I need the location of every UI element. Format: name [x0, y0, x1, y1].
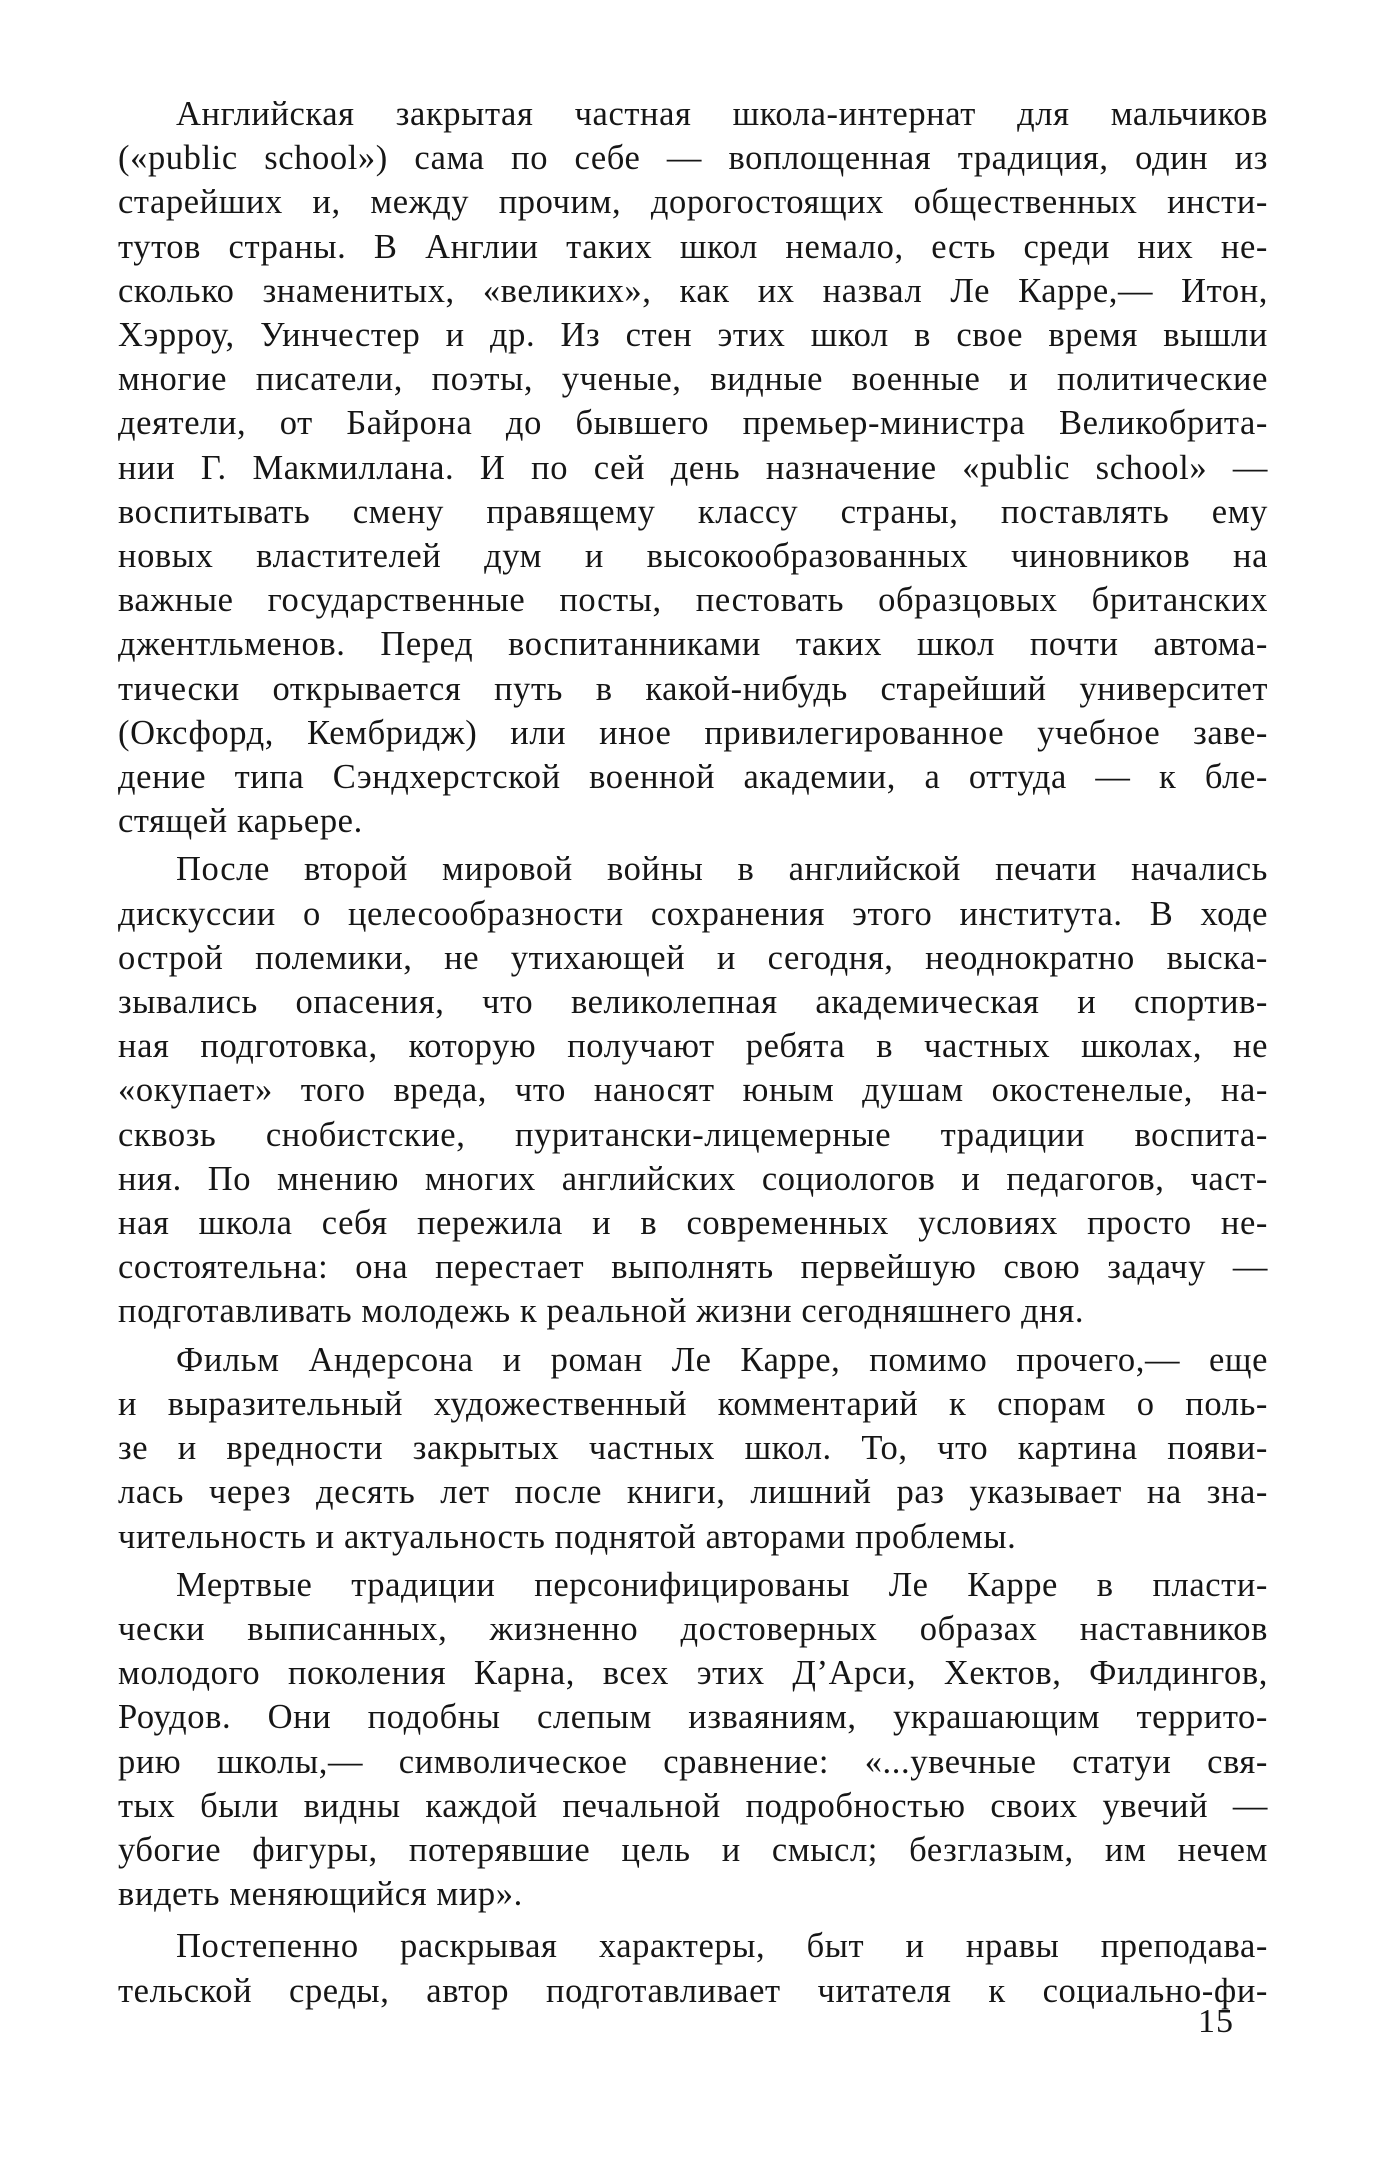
- text-line: лась через десять лет после книги, лишний раз указывает на зна-: [118, 1473, 1268, 1512]
- paragraph: [118, 1924, 1268, 2012]
- body-text: [118, 92, 1268, 2013]
- text-line: Роудов. Они подобны слепым изваяниям, украшающим террито-: [118, 1698, 1268, 1737]
- text-line: острой полемики, не утихающей и сегодня, неоднократно выска-: [118, 938, 1268, 977]
- text-line: видеть меняющийся мир».: [118, 1875, 523, 1914]
- text-line: тически открывается путь в какой-нибудь старейший университет: [118, 669, 1268, 708]
- text-line: После второй мировой войны в английской печати начались: [176, 850, 1268, 889]
- text-line: рию школы,— символическое сравнение: «...увечные статуи свя-: [118, 1742, 1268, 1781]
- text-line: важные государственные посты, пестовать образцовых британских: [118, 581, 1268, 620]
- text-line: («public school») сама по себе — воплощенная традиция, один из: [118, 139, 1268, 178]
- text-line: Фильм Андерсона и роман Ле Карре, помимо прочего,— еще: [176, 1340, 1268, 1379]
- text-line: Английская закрытая частная школа-интернат для мальчиков: [176, 95, 1268, 133]
- paragraph: [118, 847, 1268, 1333]
- text-line: чески выписанных, жизненно достоверных образах наставников: [118, 1609, 1268, 1648]
- text-line: сколько знаменитых, «великих», как их назвал Ле Карре,— Итон,: [118, 271, 1268, 310]
- text-line: Хэрроу, Уинчестер и др. Из стен этих школ в свое время вышли: [118, 316, 1268, 355]
- text-line: сквозь снобистские, пуритански-лицемерные традиции воспита-: [118, 1115, 1268, 1154]
- text-line: тутов страны. В Англии таких школ немало, есть среди них не-: [118, 227, 1268, 266]
- text-line: джентльменов. Перед воспитанниками таких школ почти автома-: [118, 625, 1268, 664]
- text-line: молодого поколения Карна, всех этих Д’Арси, Хектов, Филдингов,: [118, 1654, 1268, 1693]
- text-line: дение типа Сэндхерстской военной академии, а оттуда — к бле-: [118, 758, 1268, 797]
- text-line: убогие фигуры, потерявшие цель и смысл; безглазым, им нечем: [118, 1830, 1268, 1869]
- text-line: стящей карьере.: [118, 802, 363, 841]
- paragraph: [118, 1338, 1268, 1559]
- page-number: 15: [1198, 2003, 1234, 2040]
- text-line: ния. По мнению многих английских социологов и педагогов, част-: [118, 1159, 1268, 1198]
- text-line: деятели, от Байрона до бывшего премьер-министра Великобрита-: [118, 404, 1268, 443]
- text-line: Постепенно раскрывая характеры, быт и нравы преподава-: [176, 1927, 1268, 1966]
- paragraph: [118, 92, 1268, 843]
- text-line: тельской среды, автор подготавливает читателя к социально-фи-: [118, 1971, 1268, 2010]
- text-line: ная подготовка, которую получают ребята в частных школах, не: [118, 1027, 1268, 1066]
- text-line: зе и вредности закрытых частных школ. То, что картина появи-: [118, 1429, 1268, 1468]
- text-line: старейших и, между прочим, дорогостоящих общественных инсти-: [118, 183, 1268, 222]
- text-line: воспитывать смену правящему классу страны, поставлять ему: [118, 492, 1268, 531]
- text-line: ная школа себя пережила и в современных условиях просто не-: [118, 1204, 1268, 1243]
- text-line: (Оксфорд, Кембридж) или иное привилегированное учебное заве-: [118, 713, 1268, 752]
- text-line: Мертвые традиции персонифицированы Ле Карре в пласти-: [176, 1565, 1268, 1604]
- text-line: многие писатели, поэты, ученые, видные военные и политические: [118, 360, 1268, 399]
- text-line: и выразительный художественный комментарий к спорам о поль-: [118, 1384, 1268, 1423]
- text-line: чительность и актуальность поднятой авторами проблемы.: [118, 1517, 1017, 1556]
- text-line: дискуссии о целесообразности сохранения этого института. В ходе: [118, 894, 1268, 933]
- text-line: «окупает» того вреда, что наносят юным душам окостенелые, на-: [118, 1071, 1268, 1110]
- text-line: подготавливать молодежь к реальной жизни сегодняшнего дня.: [118, 1292, 1085, 1331]
- text-line: тых были видны каждой печальной подробностью своих увечий —: [118, 1786, 1268, 1825]
- paragraph: [118, 1563, 1268, 1917]
- text-line: зывались опасения, что великолепная академическая и спортив-: [118, 983, 1268, 1022]
- text-line: нии Г. Макмиллана. И по сей день назначение «public school» —: [118, 448, 1268, 487]
- text-line: новых властителей дум и высокообразованных чиновников на: [118, 537, 1268, 576]
- text-line: состоятельна: она перестает выполнять первейшую свою задачу —: [118, 1248, 1268, 1287]
